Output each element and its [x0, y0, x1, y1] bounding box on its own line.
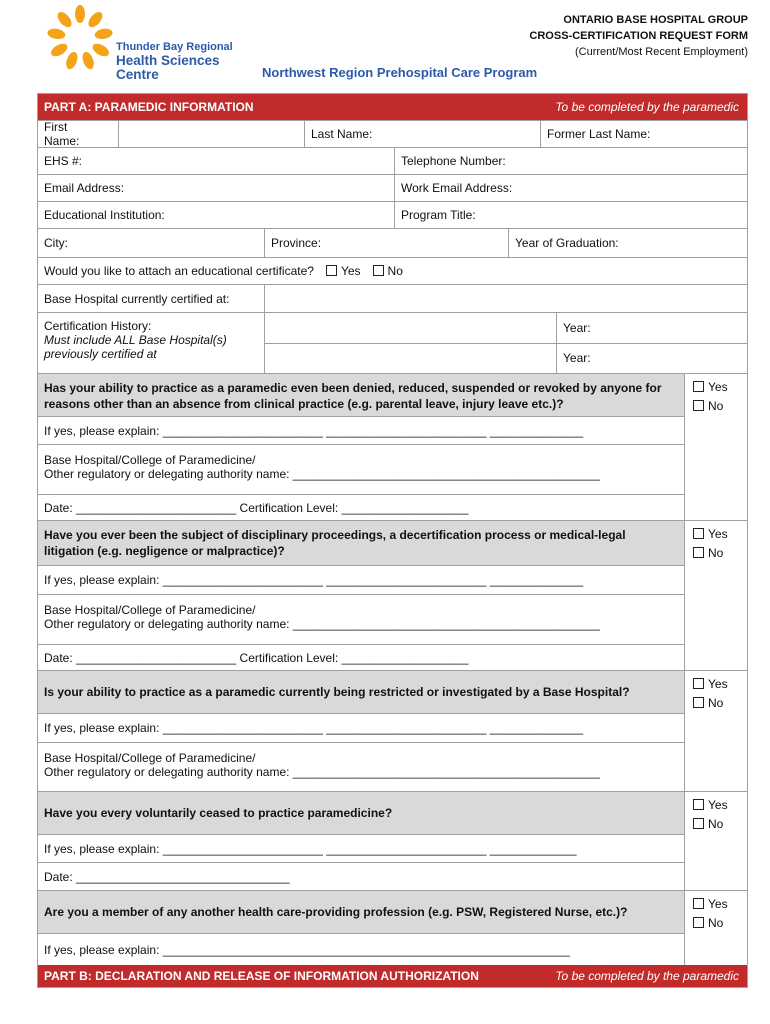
q4-yes-label: Yes	[708, 798, 728, 812]
attach-yes-option[interactable]	[326, 264, 361, 278]
q2-yes-label: Yes	[708, 527, 728, 541]
base-hospital-field[interactable]	[264, 285, 747, 312]
program-title-field[interactable]: Program Title:	[394, 202, 747, 228]
q4-no-option[interactable]	[693, 815, 747, 834]
first-name-field[interactable]	[118, 121, 304, 147]
attach-certificate-row	[38, 257, 747, 284]
q2-authority-line-2: Other regulatory or delegating authority name: ______________________________________________	[44, 617, 600, 631]
attach-no-option[interactable]	[373, 264, 403, 278]
location-row	[38, 228, 747, 257]
logo-line-2: Health Sciences	[116, 53, 220, 68]
q1-authority-line-1: Base Hospital/College of Paramedicine/	[44, 453, 256, 467]
q3-yes-label: Yes	[708, 677, 728, 691]
q4-explain-field[interactable]: If yes, please explain: ________________________ ________________________ _____________	[38, 834, 684, 862]
q4-yes-option[interactable]	[693, 796, 747, 815]
certification-history-note-1: Must include ALL Base Hospital(s)	[44, 333, 227, 347]
question-3-block	[38, 670, 747, 791]
q3-authority-line-1: Base Hospital/College of Paramedicine/	[44, 751, 256, 765]
last-name-field[interactable]: Last Name:	[304, 121, 540, 147]
q1-explain-field[interactable]: If yes, please explain: ________________________ ________________________ ______________	[38, 416, 684, 444]
question-4-block	[38, 791, 747, 890]
certification-entry-1	[265, 313, 747, 344]
checkbox-icon[interactable]	[693, 818, 704, 829]
ehs-row	[38, 147, 747, 174]
checkbox-icon[interactable]	[693, 381, 704, 392]
question-2-answer	[684, 521, 747, 670]
q1-date-cert-field[interactable]: Date: ________________________ Certification Level: ___________________	[38, 494, 684, 520]
q5-no-label: No	[708, 916, 724, 930]
email-row	[38, 174, 747, 201]
q5-yes-option[interactable]	[693, 895, 747, 914]
q2-explain-field[interactable]: If yes, please explain: ________________________ ________________________ ______________	[38, 565, 684, 594]
history-year-field-1[interactable]: Year:	[556, 313, 747, 343]
question-5-block	[38, 890, 747, 965]
base-hospital-row	[38, 284, 747, 312]
q1-no-option[interactable]	[693, 397, 747, 416]
checkbox-icon[interactable]	[693, 898, 704, 909]
cross-certification-form	[37, 93, 748, 988]
attach-certificate-question	[38, 258, 747, 284]
question-5-text: Are you a member of any another health care-providing profession (e.g. PSW, Registered Nurse, etc.)?	[38, 891, 684, 933]
q1-authority-line-2: Other regulatory or delegating authority name: ______________________________________________	[44, 467, 600, 481]
question-3-answer	[684, 671, 747, 791]
q1-yes-option[interactable]	[693, 378, 747, 397]
q4-date-field[interactable]: Date: ________________________________	[38, 862, 684, 890]
q3-no-option[interactable]	[693, 694, 747, 713]
certification-history-note-2: previously certified at	[44, 347, 157, 361]
q1-authority-field[interactable]	[38, 444, 684, 494]
logo-line-3: Centre	[116, 67, 159, 82]
question-4-body	[38, 792, 684, 890]
organization-name	[116, 40, 233, 82]
q5-explain-field[interactable]: If yes, please explain: _____________________________________________________________	[38, 933, 684, 965]
part-a-header	[38, 94, 747, 120]
question-1-text: Has your ability to practice as a paramedic even been denied, reduced, suspended or revoked by anyone for reasons other than an absence from clinical practice (e.g. parental leave, injury leave etc.)?	[38, 374, 684, 416]
q4-no-label: No	[708, 817, 724, 831]
first-name-label: First Name:	[44, 120, 80, 148]
q2-authority-line-1: Base Hospital/College of Paramedicine/	[44, 603, 256, 617]
question-1-block	[38, 373, 747, 520]
work-email-field[interactable]: Work Email Address:	[394, 175, 747, 201]
question-5-body	[38, 891, 684, 965]
history-hospital-field-1[interactable]	[265, 313, 556, 343]
base-hospital-label: Base Hospital currently certified at:	[44, 291, 230, 306]
q1-yes-label: Yes	[708, 380, 728, 394]
logo-line-1: Thunder Bay Regional	[116, 41, 233, 53]
question-1-body	[38, 374, 684, 520]
question-4-answer	[684, 792, 747, 890]
question-2-block	[38, 520, 747, 670]
history-year-field-2[interactable]: Year:	[556, 344, 747, 374]
form-title-line-2: CROSS-CERTIFICATION REQUEST FORM	[529, 30, 748, 42]
former-last-name-field[interactable]: Former Last Name:	[540, 121, 747, 147]
checkbox-icon[interactable]	[693, 697, 704, 708]
checkbox-icon[interactable]	[693, 400, 704, 411]
checkbox-icon[interactable]	[693, 799, 704, 810]
program-name: Northwest Region Prehospital Care Program	[262, 65, 538, 80]
q3-yes-option[interactable]	[693, 675, 747, 694]
email-field[interactable]: Email Address:	[44, 181, 125, 195]
attach-no-label: No	[387, 264, 403, 278]
part-b-header	[38, 965, 747, 987]
question-5-answer	[684, 891, 747, 965]
certification-history-row	[38, 312, 747, 373]
certification-history-title: Certification History:	[44, 319, 152, 333]
ehs-field[interactable]: EHS #:	[44, 154, 83, 168]
checkbox-icon[interactable]	[693, 528, 704, 539]
part-a-subtitle: To be completed by the paramedic	[555, 100, 739, 114]
year-graduation-field[interactable]: Year of Graduation:	[508, 229, 747, 257]
q3-explain-field[interactable]: If yes, please explain: ________________________ ________________________ ______________	[38, 713, 684, 742]
question-1-answer	[684, 374, 747, 520]
education-row	[38, 201, 747, 228]
form-title-line-3: (Current/Most Recent Employment)	[575, 46, 748, 58]
part-b-title: PART B: DECLARATION AND RELEASE OF INFORMATION AUTHORIZATION	[44, 969, 479, 983]
form-header	[0, 0, 770, 92]
name-row	[38, 120, 747, 147]
province-field[interactable]: Province:	[264, 229, 508, 257]
q2-yes-option[interactable]	[693, 525, 747, 544]
q3-no-label: No	[708, 696, 724, 710]
checkbox-icon[interactable]	[693, 917, 704, 928]
attach-certificate-label: Would you like to attach an educational certificate?	[44, 264, 314, 278]
q5-yes-label: Yes	[708, 897, 728, 911]
question-2-text: Have you ever been the subject of disciplinary proceedings, a decertification process or medical-legal litigation (e.g. negligence or malpractice)?	[38, 521, 684, 565]
q2-no-option[interactable]	[693, 544, 747, 563]
question-3-body	[38, 671, 684, 791]
checkbox-icon[interactable]	[373, 265, 384, 276]
attach-yes-label: Yes	[340, 264, 361, 278]
q2-authority-field[interactable]	[38, 594, 684, 644]
checkbox-icon[interactable]	[326, 265, 337, 276]
q2-no-label: No	[708, 546, 724, 560]
form-title-line-1: ONTARIO BASE HOSPITAL GROUP	[563, 14, 748, 26]
city-field[interactable]: City:	[44, 236, 68, 250]
question-4-text: Have you every voluntarily ceased to practice paramedicine?	[38, 792, 684, 834]
certification-history-entries	[264, 313, 747, 373]
q2-date-cert-field[interactable]: Date: ________________________ Certification Level: ___________________	[38, 644, 684, 670]
q5-no-option[interactable]	[693, 914, 747, 933]
q1-no-label: No	[708, 399, 724, 413]
history-hospital-field-2[interactable]	[265, 344, 556, 374]
certification-history-label	[38, 313, 264, 373]
q3-authority-line-2: Other regulatory or delegating authority name: ______________________________________________	[44, 765, 600, 779]
q3-authority-field[interactable]	[38, 742, 684, 791]
certification-entry-2	[265, 344, 747, 374]
telephone-field[interactable]: Telephone Number:	[394, 148, 747, 174]
question-3-text: Is your ability to practice as a paramedic currently being restricted or investigated by a Base Hospital?	[38, 671, 684, 713]
part-a-title: PART A: PARAMEDIC INFORMATION	[44, 100, 254, 114]
institution-field[interactable]: Educational Institution:	[44, 208, 165, 222]
question-2-body	[38, 521, 684, 670]
form-title-block	[529, 12, 748, 60]
part-b-subtitle: To be completed by the paramedic	[555, 969, 739, 983]
checkbox-icon[interactable]	[693, 547, 704, 558]
checkbox-icon[interactable]	[693, 678, 704, 689]
